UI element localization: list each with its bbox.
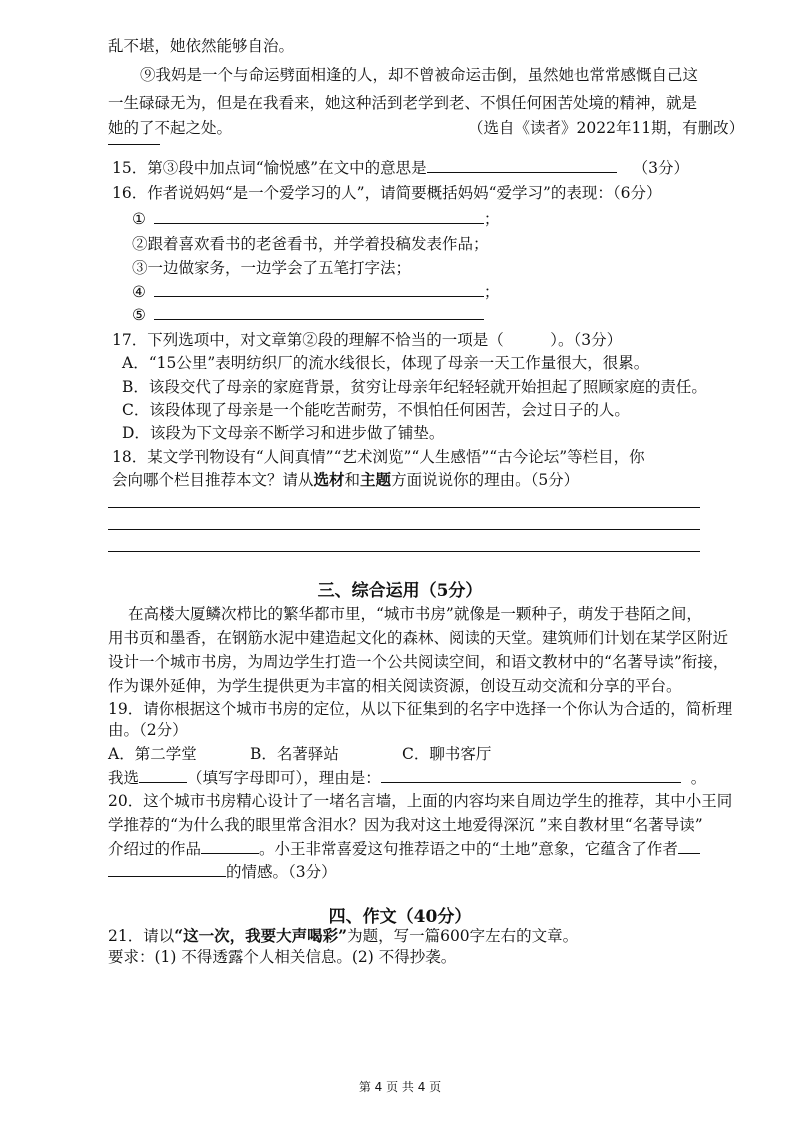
question-16-blank-1[interactable] <box>154 209 484 224</box>
question-19-options <box>0 744 800 764</box>
question-21-line-1 <box>0 926 800 946</box>
question-21-text: 21．请以 <box>108 927 175 945</box>
question-18-text: 和 <box>344 471 361 489</box>
question-19-choice-label: 我选 <box>108 769 140 787</box>
question-18-line-2 <box>0 470 800 490</box>
question-18-line-1: 18．某文学刊物设有“人间真情”“艺术浏览”“人生感悟”“古今论坛”等栏目，你 <box>112 448 645 466</box>
question-21-text: 为题，写一篇600字左右的文章。 <box>347 927 579 945</box>
question-19-option-b[interactable]: B．名著驿站 <box>250 745 339 763</box>
question-19-line-1: 19．请你根据这个城市书房的定位，从以下征集到的名字中选择一个你认为合适的，简析理 <box>108 700 733 718</box>
passage-paragraph-9-line-2: 一生碌碌无为，但是在我看来，她这种活到老学到老、不惧任何困苦处境的精神，就是 <box>108 94 698 112</box>
item-number: ① <box>132 210 146 228</box>
section-3-title: 三、综合运用（5分） <box>317 581 483 601</box>
question-16-item-1 <box>0 209 800 229</box>
question-17-option-c[interactable]: C．该段体现了母亲是一个能吃苦耐劳，不惧怕任何困苦，会过日子的人。 <box>122 401 630 419</box>
section-3-intro-line-3: 设计一个城市书房，为周边学生打造一个公共阅读空间，和语文教材中的“名著导读”衔接， <box>108 653 729 671</box>
question-20-line-3 <box>0 839 800 859</box>
item-number: ⑤ <box>132 306 146 324</box>
question-16-item-4 <box>0 282 800 302</box>
question-21-requirements: 要求：(1) 不得透露个人相关信息。(2) 不得抄袭。 <box>108 948 457 966</box>
passage-source: （选自《读者》2022年11期，有删改） <box>468 119 745 137</box>
question-16-item-2: ②跟着喜欢看书的老爸看书，并学着投稿发表作品； <box>132 235 489 253</box>
question-15-answer-blank[interactable] <box>427 158 617 173</box>
section-3-intro-line-2: 用书页和墨香，在钢筋水泥中建造起文化的森林、阅读的天堂。建筑师们计划在某学区附近 <box>108 629 729 647</box>
question-19-option-a[interactable]: A．第二学堂 <box>108 745 197 763</box>
question-19-choice-blank[interactable] <box>139 768 187 783</box>
question-18-keyword-material: 选材 <box>313 470 345 489</box>
question-18-answer-line-1[interactable] <box>108 507 700 508</box>
question-18-keyword-theme: 主题 <box>360 470 392 489</box>
question-19-answer <box>0 768 800 788</box>
section-3-intro-line-1: 在高楼大厦鳞次栉比的繁华都市里，“城市书房”就像是一颗种子，萌发于巷陌之间， <box>128 605 702 623</box>
question-15 <box>0 158 800 178</box>
section-4-title: 四、作文（40分） <box>328 907 472 927</box>
question-15-text: 15．第③段中加点词“愉悦感”在文中的意思是 <box>112 159 427 177</box>
semicolon: ； <box>483 283 500 301</box>
question-16-item-5 <box>0 305 800 325</box>
question-18-text: 会向哪个栏目推荐本文？请从 <box>112 471 314 489</box>
question-16-item-3: ③一边做家务，一边学会了五笔打字法； <box>132 259 412 277</box>
page-number: 第 4 页 共 4 页 <box>358 1080 442 1094</box>
question-21-essay-title: “这一次，我要大声喝彩” <box>174 926 348 945</box>
question-19-option-c[interactable]: C．聊书客厅 <box>402 745 492 763</box>
question-20-emotion-blank-start[interactable] <box>678 839 700 854</box>
question-19-reason-label: （填写字母即可），理由是： <box>187 769 381 787</box>
period: 。 <box>690 769 707 787</box>
passage-line: 乱不堪，她依然能够自治。 <box>108 37 295 55</box>
question-16: 16．作者说妈妈“是一个爱学习的人”，请简要概括妈妈“爱学习”的表现：（6分） <box>112 184 662 202</box>
divider <box>108 144 160 145</box>
question-20-text: 介绍过的作品 <box>108 840 202 858</box>
question-20-work-blank[interactable] <box>201 839 259 854</box>
question-18-answer-line-2[interactable] <box>108 529 700 530</box>
passage-paragraph-9-text: 她的了不起之处。 <box>108 119 233 137</box>
question-15-score: （3分） <box>632 159 689 177</box>
question-19-line-2: 由。（2分） <box>108 721 188 739</box>
question-20-line-1: 20．这个城市书房精心设计了一堵名言墙，上面的内容均来自周边学生的推荐，其中小王同 <box>108 792 733 810</box>
question-20-line-4 <box>0 862 800 882</box>
question-17-option-a[interactable]: A．“15公里”表明纺织厂的流水线很长，体现了母亲一天工作量很大，很累。 <box>122 354 650 372</box>
question-17-option-b[interactable]: B．该段交代了母亲的家庭背景，贫穷让母亲年纪轻轻就开始担起了照顾家庭的责任。 <box>122 378 707 396</box>
question-20-text: 。小王非常喜爱这句推荐语之中的“土地”意象，它蕴含了作者 <box>259 840 678 858</box>
passage-paragraph-9-line-1: ⑨我妈是一个与命运劈面相逢的人，却不曾被命运击倒，虽然她也常常感慨自己这 <box>140 66 699 84</box>
item-number: ④ <box>132 283 146 301</box>
semicolon: ； <box>483 210 500 228</box>
question-20-score: 的情感。（3分） <box>226 863 337 881</box>
question-19-reason-blank[interactable] <box>381 768 681 783</box>
section-3-intro-line-4: 作为课外延伸，为学生提供更为丰富的相关阅读资源，创设互动交流和分享的平台。 <box>108 677 682 695</box>
question-17: 17．下列选项中，对文章第②段的理解不恰当的一项是（ ）。（3分） <box>112 331 623 349</box>
question-18-text: 方面说说你的理由。（5分） <box>391 471 580 489</box>
passage-paragraph-9-line-3 <box>0 118 800 138</box>
question-16-blank-4[interactable] <box>154 282 484 297</box>
question-18-answer-line-3[interactable] <box>108 551 700 552</box>
question-16-blank-5[interactable] <box>154 305 484 320</box>
question-20-emotion-blank[interactable] <box>108 862 226 877</box>
question-17-option-d[interactable]: D．该段为下文母亲不断学习和进步做了铺垫。 <box>122 424 445 442</box>
question-20-line-2: 学推荐的“为什么我的眼里常含泪水？因为我对这土地爱得深沉 ”来自教材里“名著导读” <box>108 816 703 834</box>
